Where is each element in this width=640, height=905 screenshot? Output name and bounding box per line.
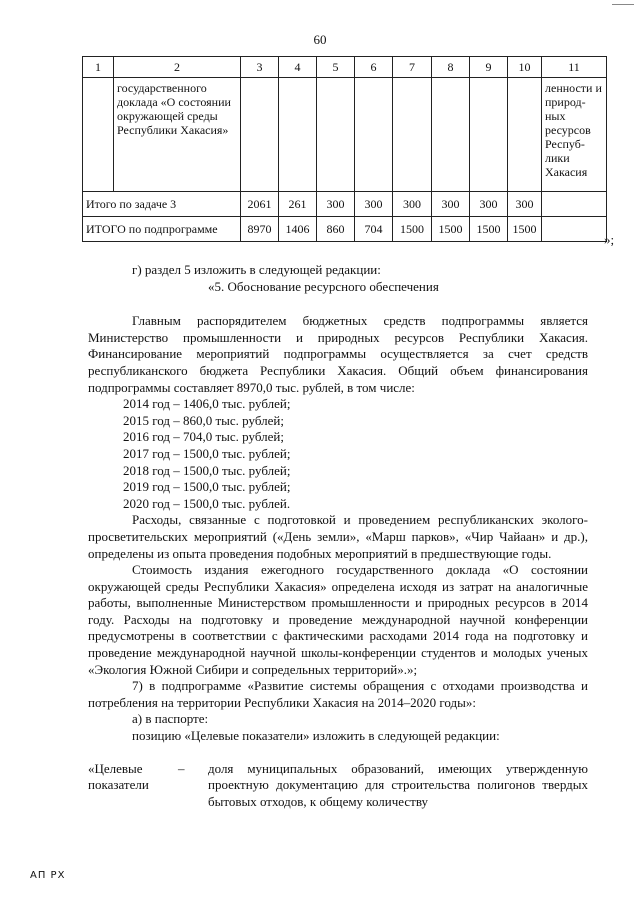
table-cell	[355, 78, 393, 192]
funding-year-list	[88, 396, 588, 512]
total-row	[83, 217, 607, 242]
section-title: «5. Обоснование ресурсного обеспечения	[208, 278, 439, 294]
subtotal-value: 300	[355, 192, 393, 217]
target-indicators-label: «Целевые показатели	[88, 760, 149, 793]
subtotal-value: 2061	[241, 192, 279, 217]
table-cell	[470, 78, 508, 192]
header-cell: 1	[83, 57, 114, 78]
subtotal-value: 261	[279, 192, 317, 217]
total-value: 8970	[241, 217, 279, 242]
table-row	[83, 78, 607, 192]
table-cell	[432, 78, 470, 192]
table-cell	[241, 78, 279, 192]
spacer	[88, 745, 588, 761]
list-item: 2018 год – 1500,0 тыс. рублей;	[123, 462, 291, 478]
list-item: 2017 год – 1500,0 тыс. рублей;	[123, 445, 291, 461]
target-indicators-text: доля муниципальных образований, имеющих утвержденную проектную документацию для строительства полигонов твердых бытовых отходов, к общему количеству	[208, 760, 588, 809]
paragraph: Стоимость издания ежегодного государственного доклада «О состоянии окружающей среды Республики Хакасия» определена исходя из затрат на аналогичные работы, выполненные Министерством промышленности и природных ресурсов в 2014 году. Расходы на подготовку и проведение международной научной конференции предусмотрены в соответствии с фактическими расходами 2014 года на подготовку и проведение международной научной школы-конференции студентов и молодых ученых «Экология Южной Сибири и сопредельных территорий».»;	[88, 562, 588, 677]
budget-table-wrapper	[82, 56, 607, 242]
total-label: ИТОГО по подпрограмме	[83, 217, 241, 242]
table-cell	[508, 78, 542, 192]
total-value: 1500	[432, 217, 470, 242]
table-cell	[317, 78, 355, 192]
header-cell: 10	[508, 57, 542, 78]
header-cell: 2	[114, 57, 241, 78]
total-value: 704	[355, 217, 393, 242]
header-cell: 4	[279, 57, 317, 78]
total-value: 1500	[470, 217, 508, 242]
table-closing-quote: »;	[604, 232, 615, 247]
total-value: 1500	[393, 217, 432, 242]
subtotal-value: 300	[432, 192, 470, 217]
spacer	[88, 295, 588, 313]
amendment-line: г) раздел 5 изложить в следующей редакции:	[132, 262, 381, 277]
amendment-line: позицию «Целевые показатели» изложить в следующей редакции:	[132, 728, 500, 744]
paragraph: Расходы, связанные с подготовкой и проведением республиканских эколого-просветительских мероприятий («День земли», «Марш парков», «Чир Чайаан» и др.), определены из опыта проведения подобных мероприятий в предшествующие годы.	[88, 512, 588, 561]
total-value: 860	[317, 217, 355, 242]
subtotal-value: 300	[470, 192, 508, 217]
paragraph: 7) в подпрограмме «Развитие системы обращения с отходами производства и потребления на территории Республики Хакасия на 2014–2020 годы»:	[88, 678, 588, 710]
executor-cell: ленности и природ-ных ресурсов Респуб-лики Хакасия	[542, 78, 607, 192]
top-corner-line	[612, 4, 634, 5]
subtotal-label: Итого по задаче 3	[83, 192, 241, 217]
table-cell	[393, 78, 432, 192]
header-cell: 11	[542, 57, 607, 78]
page-number: 60	[313, 32, 327, 47]
amendment-line: а) в паспорте:	[132, 711, 209, 727]
header-cell: 7	[393, 57, 432, 78]
header-cell: 5	[317, 57, 355, 78]
list-item: 2019 год – 1500,0 тыс. рублей;	[123, 479, 291, 495]
list-item: 2015 год – 860,0 тыс. рублей;	[123, 412, 284, 428]
table-cell	[542, 192, 607, 217]
subtotal-value: 300	[317, 192, 355, 217]
budget-table	[82, 56, 607, 242]
list-item: 2014 год – 1406,0 тыс. рублей;	[123, 396, 291, 412]
target-indicators-dash: –	[178, 760, 185, 776]
subtotal-row	[83, 192, 607, 217]
table-cell	[83, 78, 114, 192]
header-cell: 9	[470, 57, 508, 78]
header-cell: 8	[432, 57, 470, 78]
subtotal-value: 300	[393, 192, 432, 217]
list-item: 2020 год – 1500,0 тыс. рублей.	[123, 495, 291, 511]
header-cell: 6	[355, 57, 393, 78]
subtotal-value: 300	[508, 192, 542, 217]
table-header-row	[83, 57, 607, 78]
total-value: 1406	[279, 217, 317, 242]
list-item: 2016 год – 704,0 тыс. рублей;	[123, 429, 284, 445]
target-indicators-row	[88, 761, 588, 811]
paragraph: Главным распорядителем бюджетных средств подпрограммы является Министерство промышленности и природных ресурсов Республики Хакасия. Финансирование мероприятий подпрограммы осуществляется за счет средств республиканского бюджета Республики Хакасия. Общий объем финансирования подпрограммы составляет 8970,0 тыс. рублей, в том числе:	[88, 313, 588, 395]
footer-mark: АП РХ	[30, 870, 66, 881]
table-cell	[279, 78, 317, 192]
total-value: 1500	[508, 217, 542, 242]
document-body	[88, 262, 588, 810]
table-cell	[542, 217, 607, 242]
activity-name-cell: государственного доклада «О состоянии окружающей среды Республики Хакасия»	[114, 78, 241, 192]
header-cell: 3	[241, 57, 279, 78]
